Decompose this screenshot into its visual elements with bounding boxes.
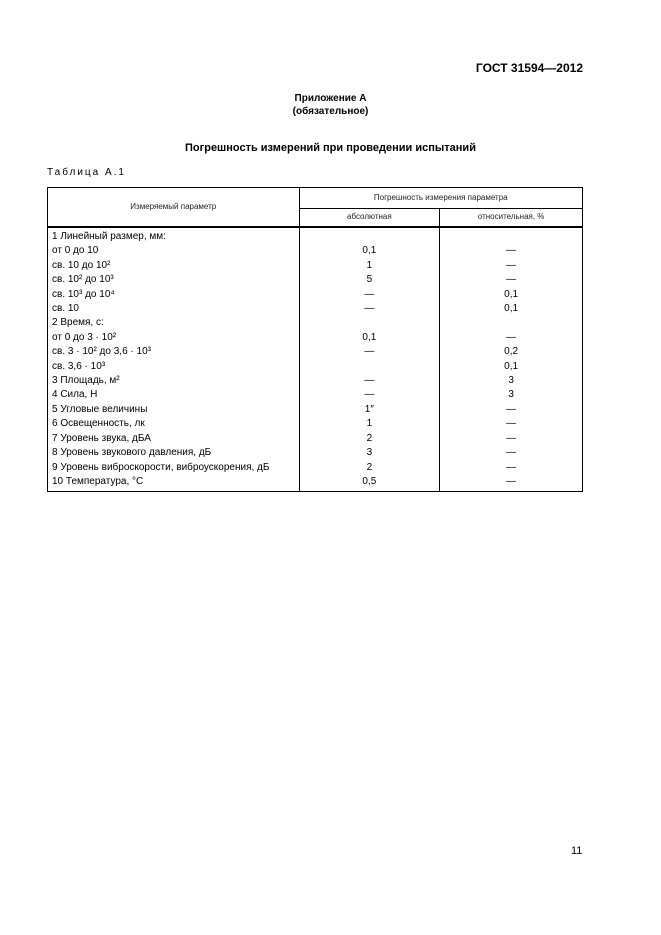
row-relative-error: — [440, 432, 583, 446]
appendix-heading [0, 92, 661, 118]
row-absolute-error: 2 [299, 461, 440, 475]
row-parameter: св. 3 · 10² до 3,6 · 10³ [48, 345, 300, 359]
table-row [48, 388, 583, 402]
measurement-error-table [47, 187, 583, 492]
row-parameter: 2 Время, с: [48, 316, 300, 330]
row-absolute-error [299, 227, 440, 244]
row-parameter: 1 Линейный размер, мм: [48, 227, 300, 244]
row-absolute-error: 2 [299, 432, 440, 446]
row-relative-error: 0,2 [440, 345, 583, 359]
table-row [48, 360, 583, 374]
row-relative-error: 0,1 [440, 302, 583, 316]
page-number: 11 [571, 845, 583, 857]
row-relative-error [440, 316, 583, 330]
row-absolute-error: 1″ [299, 403, 440, 417]
row-parameter: 3 Площадь, м² [48, 374, 300, 388]
row-relative-error: — [440, 475, 583, 492]
row-absolute-error: — [299, 288, 440, 302]
row-parameter: 4 Сила, Н [48, 388, 300, 402]
table-row [48, 374, 583, 388]
row-parameter: св. 10³ до 10⁴ [48, 288, 300, 302]
row-parameter: 7 Уровень звука, дБА [48, 432, 300, 446]
row-absolute-error: 0,5 [299, 475, 440, 492]
table-body [48, 227, 583, 492]
row-parameter: св. 3,6 · 10³ [48, 360, 300, 374]
document-title: Погрешность измерений при проведении испытаний [185, 142, 476, 154]
row-relative-error: 0,1 [440, 288, 583, 302]
table-row [48, 475, 583, 492]
table-row [48, 273, 583, 287]
table-row [48, 288, 583, 302]
row-absolute-error: 0,1 [299, 244, 440, 258]
row-absolute-error: 5 [299, 273, 440, 287]
row-parameter: от 0 до 3 · 10² [48, 331, 300, 345]
row-parameter: 5 Угловые величины [48, 403, 300, 417]
row-relative-error: — [440, 461, 583, 475]
row-parameter: св. 10 [48, 302, 300, 316]
row-relative-error [440, 227, 583, 244]
row-parameter: 8 Уровень звукового давления, дБ [48, 446, 300, 460]
row-absolute-error: 0,1 [299, 331, 440, 345]
row-absolute-error: — [299, 374, 440, 388]
row-relative-error: — [440, 273, 583, 287]
table-row [48, 227, 583, 244]
table-row [48, 331, 583, 345]
row-absolute-error: — [299, 388, 440, 402]
standard-code: ГОСТ 31594—2012 [475, 61, 583, 75]
table-row [48, 302, 583, 316]
appendix-status: (обязательное) [292, 106, 369, 117]
row-relative-error: — [440, 417, 583, 431]
header-measured-parameter: Измеряемый параметр [48, 188, 300, 228]
row-absolute-error [299, 360, 440, 374]
table-caption: Таблица А.1 [47, 167, 126, 178]
table-row [48, 244, 583, 258]
table-row [48, 403, 583, 417]
row-relative-error: 3 [440, 388, 583, 402]
header-measurement-error: Погрешность измерения параметра [299, 188, 583, 209]
row-parameter: св. 10² до 10³ [48, 273, 300, 287]
row-parameter: 9 Уровень виброскорости, виброускорения, дБ [48, 461, 300, 475]
table-row [48, 432, 583, 446]
row-absolute-error: — [299, 302, 440, 316]
row-relative-error: — [440, 259, 583, 273]
table-row [48, 345, 583, 359]
appendix-title: Приложение А [294, 93, 367, 104]
table-row [48, 316, 583, 330]
table-row [48, 417, 583, 431]
row-relative-error: — [440, 403, 583, 417]
row-absolute-error: 3 [299, 446, 440, 460]
table-row [48, 259, 583, 273]
row-absolute-error: — [299, 345, 440, 359]
row-absolute-error: 1 [299, 259, 440, 273]
table-row [48, 461, 583, 475]
row-relative-error: 0,1 [440, 360, 583, 374]
row-parameter: св. 10 до 10² [48, 259, 300, 273]
header-absolute: абсолютная [299, 209, 440, 228]
row-relative-error: — [440, 331, 583, 345]
row-parameter: 6 Освещенность, лк [48, 417, 300, 431]
row-relative-error: — [440, 244, 583, 258]
row-relative-error: — [440, 446, 583, 460]
row-parameter: от 0 до 10 [48, 244, 300, 258]
row-absolute-error [299, 316, 440, 330]
row-parameter: 10 Температура, °С [48, 475, 300, 492]
row-relative-error: 3 [440, 374, 583, 388]
header-relative: относительная, % [440, 209, 583, 228]
row-absolute-error: 1 [299, 417, 440, 431]
table-row [48, 446, 583, 460]
